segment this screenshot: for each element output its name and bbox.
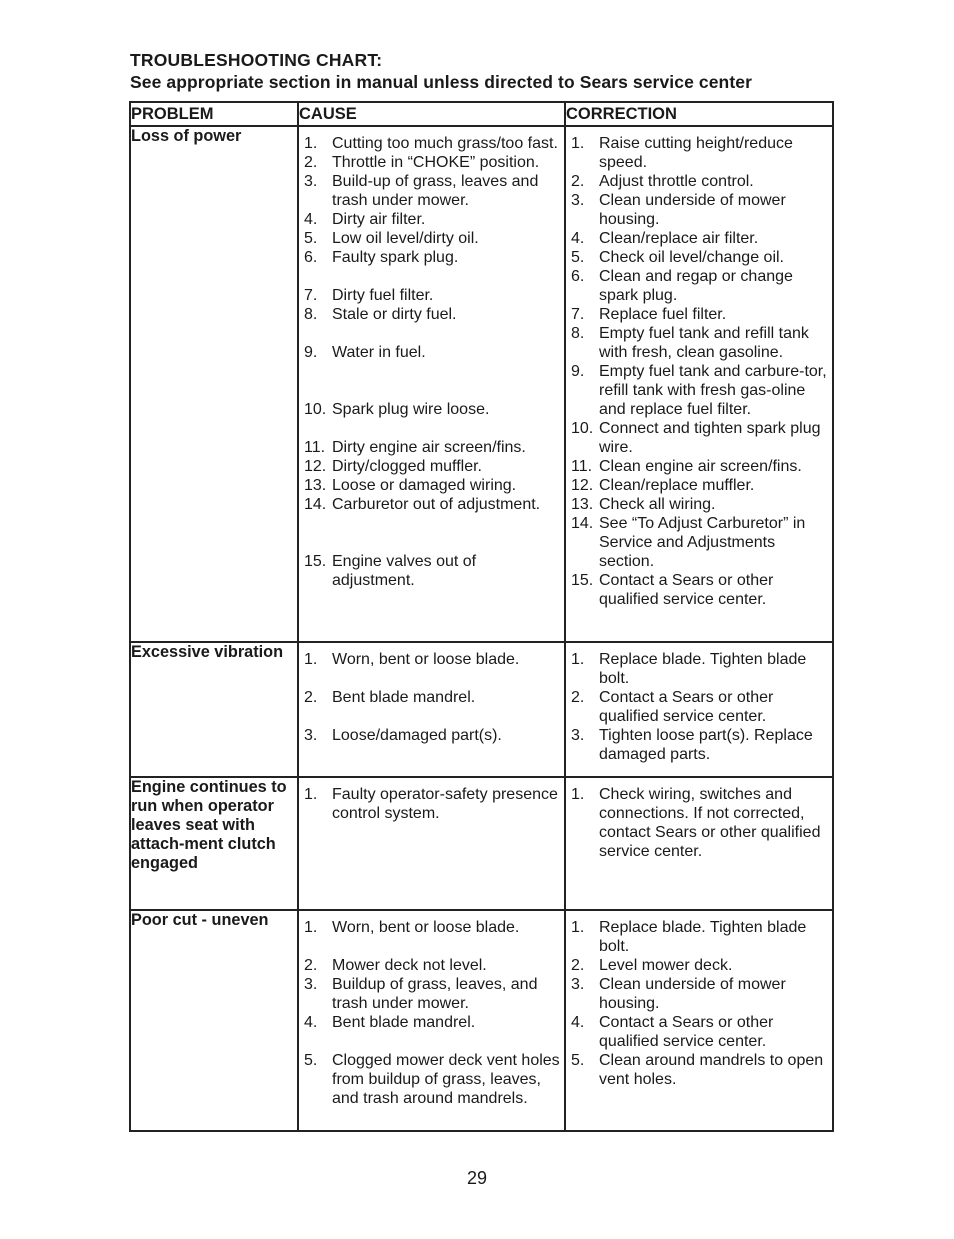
list-item: 1. Replace blade. Tighten blade bolt. [571, 919, 807, 955]
list-item: 10. Connect and tighten spark plug wire. [571, 420, 821, 456]
list-item: 1. Cutting too much grass/too fast. [304, 135, 558, 152]
list-item: 6. Faulty spark plug. [304, 249, 459, 266]
list-item: 3. Clean underside of mower housing. [571, 192, 786, 228]
list-item: 15. Contact a Sears or other qualified service center. [571, 572, 774, 608]
list-item: 2. Throttle in “CHOKE” position. [304, 154, 540, 171]
table-row [130, 910, 833, 1131]
list-item: 2. Level mower deck. [571, 957, 733, 974]
list-item: 12. Dirty/clogged muffler. [304, 458, 482, 475]
list-item: 1. Raise cutting height/reduce speed. [571, 135, 793, 171]
page-number: 29 [466, 1168, 488, 1188]
page-subtitle: See appropriate section in manual unless directed to Sears service center [130, 72, 752, 92]
correction-cell [565, 777, 833, 910]
list-item: 5. Clogged mower deck vent holes from buildup of grass, leaves, and trash around mandrels. [304, 1052, 560, 1107]
problem-cell: Loss of power [130, 126, 298, 642]
cause-cell [298, 777, 565, 910]
correction-cell [565, 642, 833, 777]
list-item: 8. Stale or dirty fuel. [304, 306, 457, 323]
list-item: 14. See “To Adjust Carburetor” in Service and Adjustments section. [571, 515, 806, 570]
list-item: 11. Dirty engine air screen/fins. [304, 439, 526, 456]
cause-cell [298, 126, 565, 642]
list-item: 1. Faulty operator-safety presence control system. [304, 786, 558, 822]
list-item: 3. Clean underside of mower housing. [571, 976, 786, 1012]
troubleshooting-table [129, 101, 834, 1132]
list-item: 1. Worn, bent or loose blade. [304, 919, 520, 936]
list-item: 14. Carburetor out of adjustment. [304, 496, 541, 513]
header-cause: CAUSE [298, 102, 565, 126]
list-item: 13. Check all wiring. [571, 496, 716, 513]
table-header-row [130, 102, 833, 126]
list-item: 4. Dirty air filter. [304, 211, 426, 228]
list-item: 2. Mower deck not level. [304, 957, 487, 974]
list-item: 7. Replace fuel filter. [571, 306, 727, 323]
list-item: 2. Bent blade mandrel. [304, 689, 476, 706]
list-item: 2. Adjust throttle control. [571, 173, 754, 190]
list-item: 2. Contact a Sears or other qualified service center. [571, 689, 774, 725]
list-item: 5. Clean around mandrels to open vent holes. [571, 1052, 824, 1088]
problem-cell: Excessive vibration [130, 642, 298, 777]
list-item: 4. Contact a Sears or other qualified service center. [571, 1014, 774, 1050]
list-item: 10. Spark plug wire loose. [304, 401, 490, 418]
list-item: 3. Build-up of grass, leaves and trash under mower. [304, 173, 539, 209]
problem-cell: Poor cut - uneven [130, 910, 298, 1131]
list-item: 6. Clean and regap or change spark plug. [571, 268, 793, 304]
list-item: 9. Water in fuel. [304, 344, 426, 361]
table-row [130, 642, 833, 777]
list-item: 12. Clean/replace muffler. [571, 477, 755, 494]
table-row [130, 126, 833, 642]
cause-cell [298, 910, 565, 1131]
list-item: 7. Dirty fuel filter. [304, 287, 434, 304]
page-title: TROUBLESHOOTING CHART: [130, 50, 383, 70]
list-item: 9. Empty fuel tank and carbure-tor, refill tank with fresh gas-oline and replace fuel filter. [571, 363, 827, 418]
correction-cell [565, 910, 833, 1131]
list-item: 5. Low oil level/dirty oil. [304, 230, 479, 247]
list-item: 1. Check wiring, switches and connections. If not corrected, contact Sears or other qualified service center. [571, 786, 821, 860]
correction-cell [565, 126, 833, 642]
list-item: 1. Worn, bent or loose blade. [304, 651, 520, 668]
cause-cell [298, 642, 565, 777]
table-row [130, 777, 833, 910]
list-item: 3. Loose/damaged part(s). [304, 727, 502, 744]
list-item: 8. Empty fuel tank and refill tank with fresh, clean gasoline. [571, 325, 809, 361]
list-item: 1. Replace blade. Tighten blade bolt. [571, 651, 807, 687]
list-item: 15. Engine valves out of adjustment. [304, 553, 477, 589]
list-item: 11. Clean engine air screen/fins. [571, 458, 802, 475]
problem-cell: Engine continues to run when operator leaves seat with attach-ment clutch engaged [130, 777, 298, 910]
list-item: 4. Bent blade mandrel. [304, 1014, 476, 1031]
header-problem: PROBLEM [130, 102, 298, 126]
list-item: 3. Tighten loose part(s). Replace damaged parts. [571, 727, 813, 763]
list-item: 13. Loose or damaged wiring. [304, 477, 517, 494]
list-item: 4. Clean/replace air filter. [571, 230, 759, 247]
list-item: 5. Check oil level/change oil. [571, 249, 784, 266]
header-correction: CORRECTION [565, 102, 833, 126]
list-item: 3. Buildup of grass, leaves, and trash under mower. [304, 976, 538, 1012]
